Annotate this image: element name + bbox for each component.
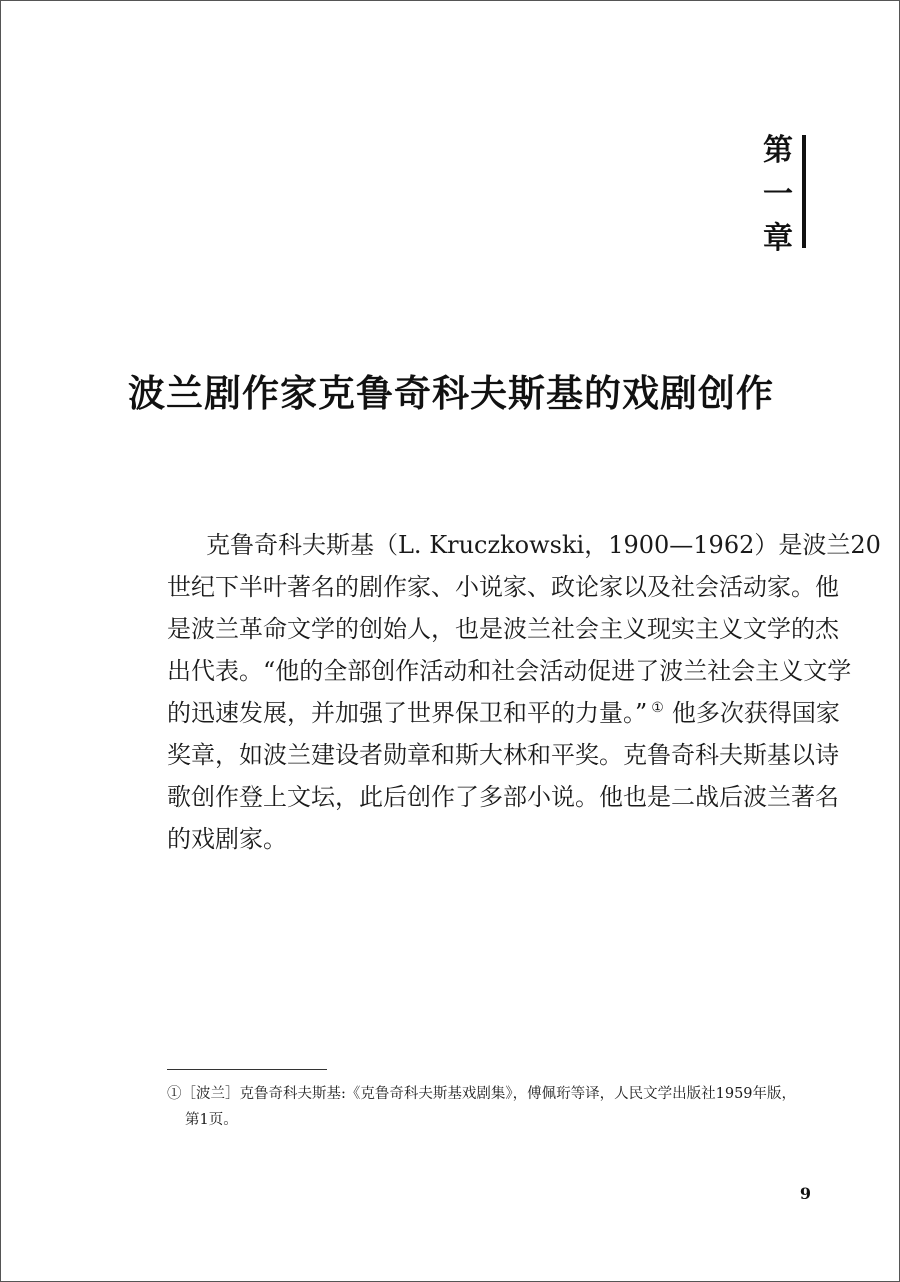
paragraph-line: 歌创作登上文坛，此后创作了多部小说。他也是二战后波兰著名 [167, 783, 839, 811]
footnote-line: ①［波兰］克鲁奇科夫斯基:《克鲁奇科夫斯基戏剧集》，傅佩珩等译，人民文学出版社1959年版， [167, 1086, 797, 1102]
chapter-title: 波兰剧作家克鲁奇科夫斯基的戏剧创作 [128, 371, 774, 415]
paragraph-line: 克鲁奇科夫斯基（L. Kruczkowski，1900—1962）是波兰20 [206, 531, 881, 559]
footnote-reference[interactable]: ① [651, 700, 664, 716]
chapter-label-char: 章 [763, 221, 793, 256]
paragraph-line: 奖章，如波兰建设者勋章和斯大林和平奖。克鲁奇科夫斯基以诗 [167, 741, 839, 769]
footnote-line: 第1页。 [185, 1112, 238, 1128]
paragraph-line-text: 他多次获得国家 [671, 699, 840, 727]
paragraph-line: 出代表。“他的全部创作活动和社会活动促进了波兰社会主义文学 [167, 657, 852, 685]
chapter-label [758, 129, 798, 261]
body-paragraph [167, 524, 881, 860]
footnote [167, 1081, 797, 1133]
footnote-divider [167, 1069, 327, 1070]
paragraph-line: 是波兰革命文学的创始人，也是波兰社会主义现实主义文学的杰 [167, 615, 839, 643]
chapter-label-char: 第 [763, 133, 793, 168]
paragraph-line: 的戏剧家。 [167, 825, 287, 853]
paragraph-line-text: 的迅速发展，并加强了世界保卫和平的力量。” [167, 699, 648, 727]
page-number: 9 [799, 1184, 811, 1203]
paragraph-line: 世纪下半叶著名的剧作家、小说家、政论家以及社会活动家。他 [167, 573, 839, 601]
chapter-label-char: 一 [763, 177, 793, 212]
chapter-divider-bar [802, 135, 806, 248]
paragraph-line-with-footnote [167, 692, 840, 734]
